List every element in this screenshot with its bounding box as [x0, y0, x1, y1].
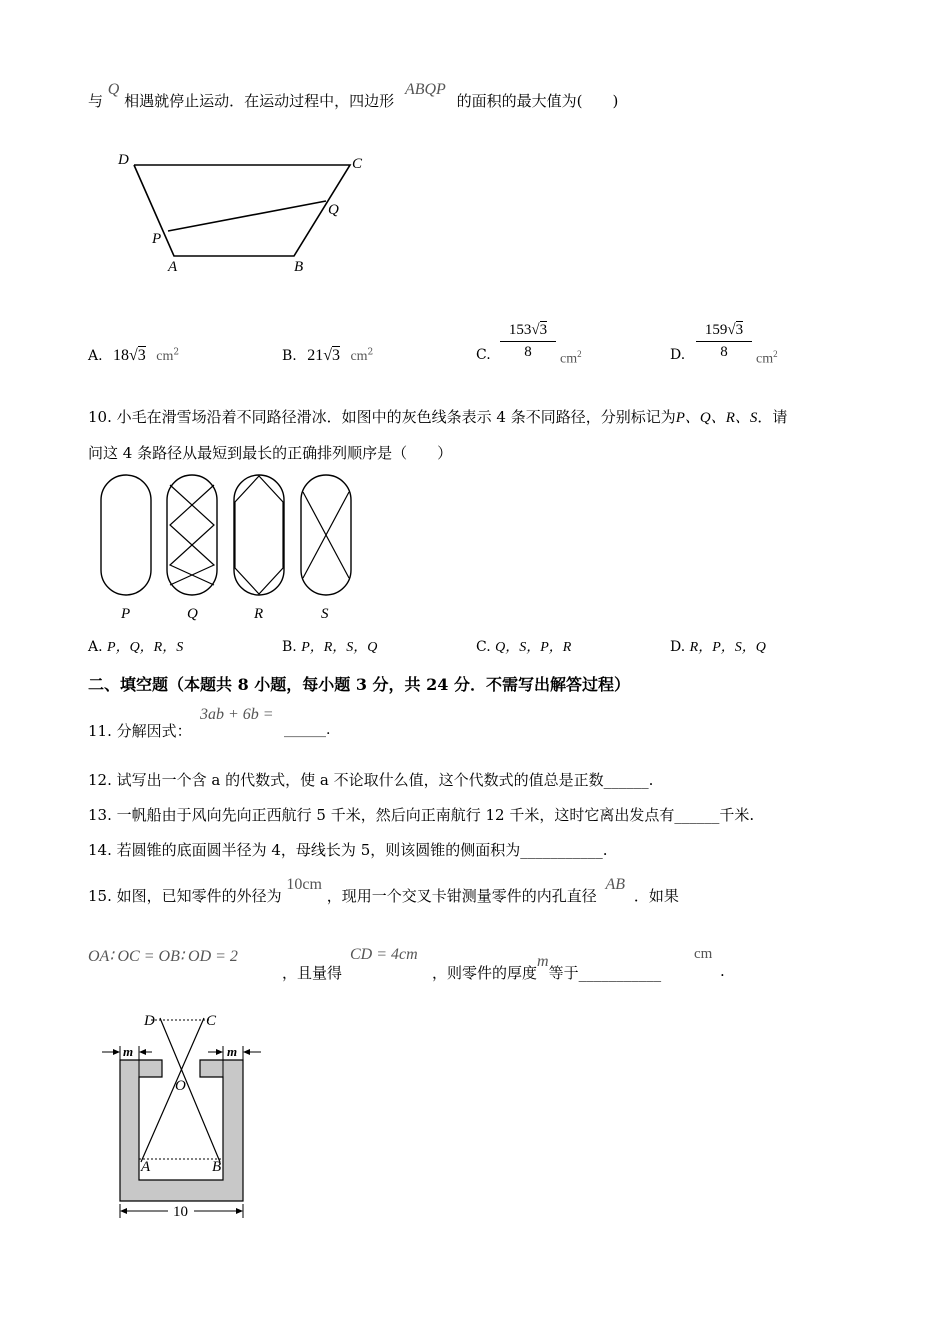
- segment-pq: [168, 201, 326, 231]
- q15-unit: cm: [694, 946, 713, 962]
- option-letter: C.: [476, 347, 491, 363]
- label-d: D: [144, 1013, 155, 1029]
- num-coef: 159: [704, 322, 728, 338]
- den: 8: [524, 344, 532, 360]
- q13-text: 13. 一帆船由于风向先向正西航行 5 千米，然后向正南航行 12 千米，这时它离出发点有______千米.: [88, 806, 755, 824]
- unit: cm: [756, 351, 774, 367]
- q10-option-a[interactable]: [88, 636, 183, 656]
- radicand: 3: [331, 347, 340, 364]
- q15-line1: [88, 876, 679, 906]
- q9-option-c-fraction: [500, 322, 556, 361]
- trapezoid-figure: [100, 140, 380, 280]
- caliper-figure: [96, 1004, 276, 1226]
- q9-option-c-unit: [560, 349, 582, 368]
- label-r: R: [254, 606, 264, 622]
- label-a: A: [168, 259, 178, 275]
- path-r-shape: [234, 475, 284, 595]
- q15-text-1b: ，现用一个交叉卡钳测量零件的内孔直径: [326, 887, 597, 905]
- q10-option-c[interactable]: [476, 636, 571, 656]
- option-letter: A.: [88, 348, 103, 364]
- q15-line2: [88, 946, 238, 966]
- q11-expr: 3ab + 6b =: [200, 706, 274, 723]
- q15-outer-diameter: 10cm: [286, 876, 322, 893]
- q11-blank[interactable]: ______.: [284, 722, 331, 738]
- paths-figure: [96, 472, 366, 624]
- label-d: D: [118, 152, 129, 168]
- option-letter: D.: [670, 347, 686, 363]
- q10-text-end: ．请: [757, 408, 788, 426]
- q10-option-d[interactable]: [670, 636, 766, 656]
- num-rad: 3: [735, 322, 744, 338]
- option-text: R，P，S，Q: [689, 640, 766, 655]
- label-ten: 10: [173, 1204, 188, 1220]
- q9-option-d-unit: [756, 349, 778, 368]
- option-letter: B.: [282, 639, 297, 655]
- option-text: P，R，S，Q: [301, 640, 378, 655]
- arrowhead-icon: [243, 1049, 250, 1055]
- option-letter: A.: [88, 639, 103, 655]
- arrowhead-icon: [236, 1208, 243, 1214]
- q9-var-abqp: ABQP: [404, 81, 446, 98]
- q15-ratio: OA∶ OC = OB∶ OD = 2: [88, 948, 238, 965]
- sqrt-icon: √: [323, 347, 332, 364]
- q15-text-2b: [432, 953, 662, 983]
- q15-text-2a: ，且量得: [282, 964, 343, 982]
- trapezoid-outline: [134, 165, 350, 256]
- option-text: Q，S，P，R: [495, 640, 572, 655]
- arrowhead-icon: [113, 1049, 120, 1055]
- q15-text-2b-inner: ，则零件的厚度: [432, 964, 538, 982]
- exponent: 2: [773, 349, 778, 359]
- label-b: B: [212, 1159, 222, 1175]
- label-q: Q: [328, 202, 339, 218]
- q9-text-b: 相遇就停止运动．在运动过程中，四边形: [124, 92, 395, 110]
- q10-option-b[interactable]: [282, 636, 377, 656]
- arrowhead-icon: [216, 1049, 223, 1055]
- q9-option-d-fraction: [696, 322, 752, 361]
- exponent: 2: [577, 349, 582, 359]
- label-p: P: [121, 606, 131, 622]
- q9-text-a: 与: [88, 92, 104, 110]
- q10-line2: 问这 4 条路径从最短到最长的正确排列顺序是（ ）: [88, 444, 453, 462]
- unit: cm: [156, 349, 174, 364]
- den: 8: [720, 344, 728, 360]
- q15-var-m: m: [537, 953, 549, 970]
- q9-option-a[interactable]: [88, 347, 179, 365]
- q15-cd: CD = 4cm: [350, 946, 418, 963]
- path-q-line-b: [170, 485, 214, 585]
- label-p: P: [152, 231, 162, 247]
- unit: cm: [560, 351, 578, 367]
- q9-option-b[interactable]: [282, 347, 373, 365]
- q9-text-c: 的面积的最大值为( ): [456, 92, 619, 110]
- label-s: S: [321, 606, 329, 622]
- path-p-shape: [101, 475, 151, 595]
- coef: 18: [113, 347, 130, 364]
- label-o: O: [175, 1078, 186, 1094]
- label-a: A: [141, 1159, 151, 1175]
- path-q-line-a: [170, 485, 214, 585]
- line-db: [160, 1018, 220, 1162]
- q9-line: [88, 81, 619, 111]
- label-c: C: [206, 1013, 217, 1029]
- section-title: 二、填空题（本题共 8 小题，每小题 3 分，共 24 分．不需写出解答过程）: [88, 675, 630, 694]
- unit: cm: [350, 349, 368, 364]
- label-c: C: [352, 156, 363, 172]
- path-q-shape: [167, 475, 217, 595]
- arrowhead-icon: [120, 1208, 127, 1214]
- q14-text: 14. 若圆锥的底面圆半径为 4，母线长为 5，则该圆锥的侧面积为___________.: [88, 841, 608, 859]
- label-m-right: m: [227, 1044, 238, 1059]
- q10-text-1: 10. 小毛在滑雪场沿着不同路径滑冰．如图中的灰色线条表示 4 条不同路径，分别标记为: [88, 408, 676, 426]
- option-letter: D.: [670, 639, 686, 655]
- option-letter: B.: [282, 348, 297, 364]
- option-text: P，Q，R，S: [107, 640, 184, 655]
- line-ca: [141, 1018, 204, 1162]
- q9-option-c[interactable]: [476, 347, 491, 363]
- q10-vars: P、Q、R、S: [675, 410, 758, 426]
- path-r-hexagon: [235, 476, 283, 594]
- q12-text: 12. 试写出一个含 a 的代数式，使 a 不论取什么值，这个代数式的值总是正数______.: [88, 771, 654, 789]
- sqrt-icon: √: [727, 322, 736, 338]
- q15-var-ab: AB: [605, 876, 626, 893]
- q11-label: 11. 分解因式：: [88, 722, 192, 740]
- num-rad: 3: [539, 322, 548, 338]
- num-coef: 153: [508, 322, 532, 338]
- exponent: 2: [173, 347, 180, 358]
- q10-line1: [88, 406, 787, 427]
- q15-end: .: [720, 962, 725, 980]
- q9-var-q: Q: [107, 81, 120, 98]
- label-q: Q: [187, 606, 198, 622]
- q15-text-2c[interactable]: 等于___________: [548, 964, 662, 982]
- label-m-left: m: [123, 1044, 134, 1059]
- arrowhead-icon: [139, 1049, 146, 1055]
- sqrt-icon: √: [129, 347, 138, 364]
- radicand: 3: [137, 347, 146, 364]
- coef: 21: [307, 347, 324, 364]
- label-b: B: [294, 259, 304, 275]
- option-letter: C.: [476, 639, 491, 655]
- q9-option-d[interactable]: [670, 347, 685, 363]
- sqrt-icon: √: [531, 322, 540, 338]
- q15-text-1a: 15. 如图，已知零件的外径为: [88, 887, 282, 905]
- q15-text-1c: ．如果: [633, 887, 679, 905]
- exponent: 2: [367, 347, 374, 358]
